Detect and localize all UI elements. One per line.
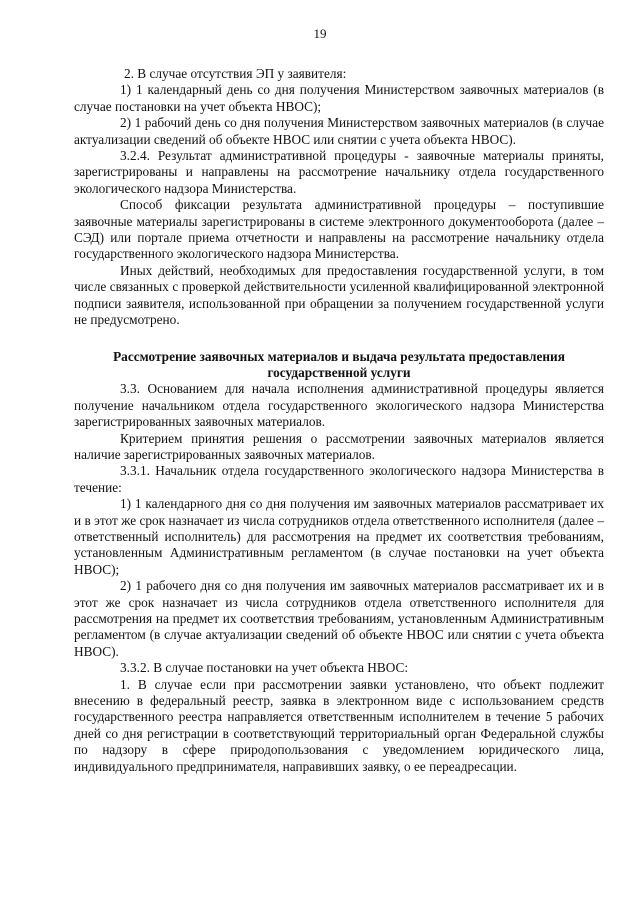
page-number: 19 [313, 26, 327, 41]
document-body [74, 66, 604, 775]
paragraph-3-3-2-item-1: 1. В случае если при рассмотрении заявки установлено, что объект подлежит внесению в федеральный реестр, заявка в электронном виде с использованием средств государственного реестра направляется ответственным исполнителем в течение 5 рабочих дней со дня регистрации в соответствующий территориальный орган Федеральной службы по надзору в сфере природопользования с уведомлением юридического лица, индивидуального предпринимателя, направивших заявку, о ее переадресации. [74, 676, 604, 774]
paragraph-decision-criterion: Критерием принятия решения о рассмотрении заявочных материалов является наличие зарегистрированных заявочных материалов. [74, 430, 604, 462]
section-heading: Рассмотрение заявочных материалов и выдача результата предоставления государственной услуги [113, 348, 565, 380]
paragraph-3-3-basis: 3.3. Основанием для начала исполнения административной процедуры является получение начальником отдела государственного экологического надзора Министерства зарегистрированных заявочных материалов. [74, 381, 604, 430]
paragraph-no-signature-heading: 2. В случае отсутствия ЭП у заявителя: [124, 66, 347, 81]
paragraph-3-2-4-result: 3.2.4. Результат административной процедуры - заявочные материалы приняты, зарегистрированы и направлены на рассмотрение начальнику отдела государственного экологического надзора Министерства. [74, 148, 604, 196]
paragraph-3-3-1-item-1: 1) 1 календарного дня со дня получения им заявочных материалов рассматривает их и в этот же срок назначает из числа сотрудников отдела ответственного исполнителя (далее – ответственный исполнитель) для рассмотрения на предмет их соответствия требованиям, установленным Административным регламентом (в случае постановки на учет объекта НВОС); [74, 496, 604, 577]
paragraph-fixation-method: Способ фиксации результата административной процедуры – поступившие заявочные материалы зарегистрированы в системе электронного документооборота (далее – СЭД) или портале приема отчетности и направлены на рассмотрение начальнику отдела государственного экологического надзора Министерства. [74, 197, 604, 262]
paragraph-item-1-calendar-day: 1) 1 календарный день со дня получения Министерством заявочных материалов (в случае постановки на учет объекта НВОС); [74, 82, 604, 114]
paragraph-3-3-2-registration: 3.3.2. В случае постановки на учет объекта НВОС: [120, 660, 409, 676]
paragraph-item-2-working-day: 2) 1 рабочий день со дня получения Министерством заявочных материалов (в случае актуализации сведений об объекте НВОС или снятии с учета объекта НВОС). [74, 115, 604, 147]
paragraph-3-3-1-item-2: 2) 1 рабочего дня со дня получения им заявочных материалов рассматривает их и в этот же срок назначает из числа сотрудников отдела ответственного исполнителя для рассмотрения на предмет их соответствия требованиям, установленным Административным регламентом (в случае актуализации сведений об объекте НВОС или снятии с учета объекта НВОС). [74, 578, 604, 659]
paragraph-3-3-1-head-of-department: 3.3.1. Начальник отдела государственного экологического надзора Министерства в течение: [74, 463, 604, 495]
paragraph-other-actions: Иных действий, необходимых для предоставления государственной услуги, в том числе связанных с проверкой действительности усиленной квалифицированной электронной подписи заявителя, использованной при обращении за получением государственной услуги не предусмотрено. [74, 262, 604, 328]
